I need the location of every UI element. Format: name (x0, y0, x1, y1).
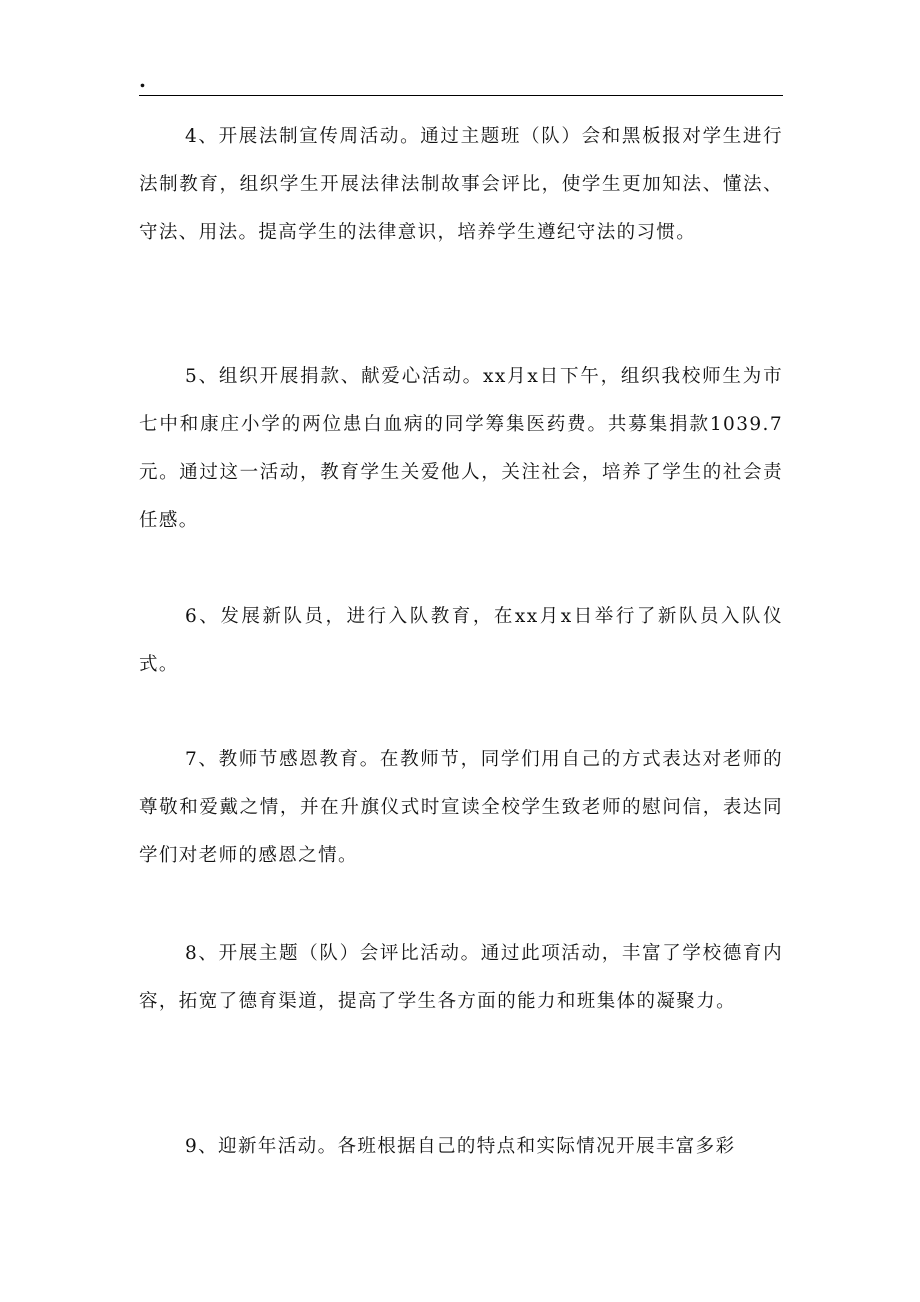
header-rule (139, 95, 783, 96)
paragraph-item-4: 4、开展法制宣传周活动。通过主题班（队）会和黑板报对学生进行法制教育，组织学生开展法律法制故事会评比，使学生更加知法、懂法、守法、用法。提高学生的法律意识，培养学生遵纪守法的习惯。 (139, 126, 783, 243)
paragraph-item-8: 8、开展主题（队）会评比活动。通过此项活动，丰富了学校德育内容，拓宽了德育渠道，提高了学生各方面的能力和班集体的凝聚力。 (139, 943, 783, 1012)
paragraph-item-9: 9、迎新年活动。各班根据自己的特点和实际情况开展丰富多彩 (185, 1136, 736, 1157)
header-marker: . (139, 68, 146, 92)
paragraph-item-6: 6、发展新队员，进行入队教育，在xx月x日举行了新队员入队仪式。 (139, 606, 783, 675)
paragraph-item-5: 5、组织开展捐款、献爱心活动。xx月x日下午，组织我校师生为市七中和康庄小学的两位患白血病的同学筹集医药费。共募集捐款1039.7元。通过这一活动，教育学生关爱他人，关注社会，培养了学生的社会责任感。 (139, 366, 783, 531)
paragraph-item-7: 7、教师节感恩教育。在教师节，同学们用自己的方式表达对老师的尊敬和爱戴之情，并在升旗仪式时宣读全校学生致老师的慰问信，表达同学们对老师的感恩之情。 (139, 749, 783, 866)
